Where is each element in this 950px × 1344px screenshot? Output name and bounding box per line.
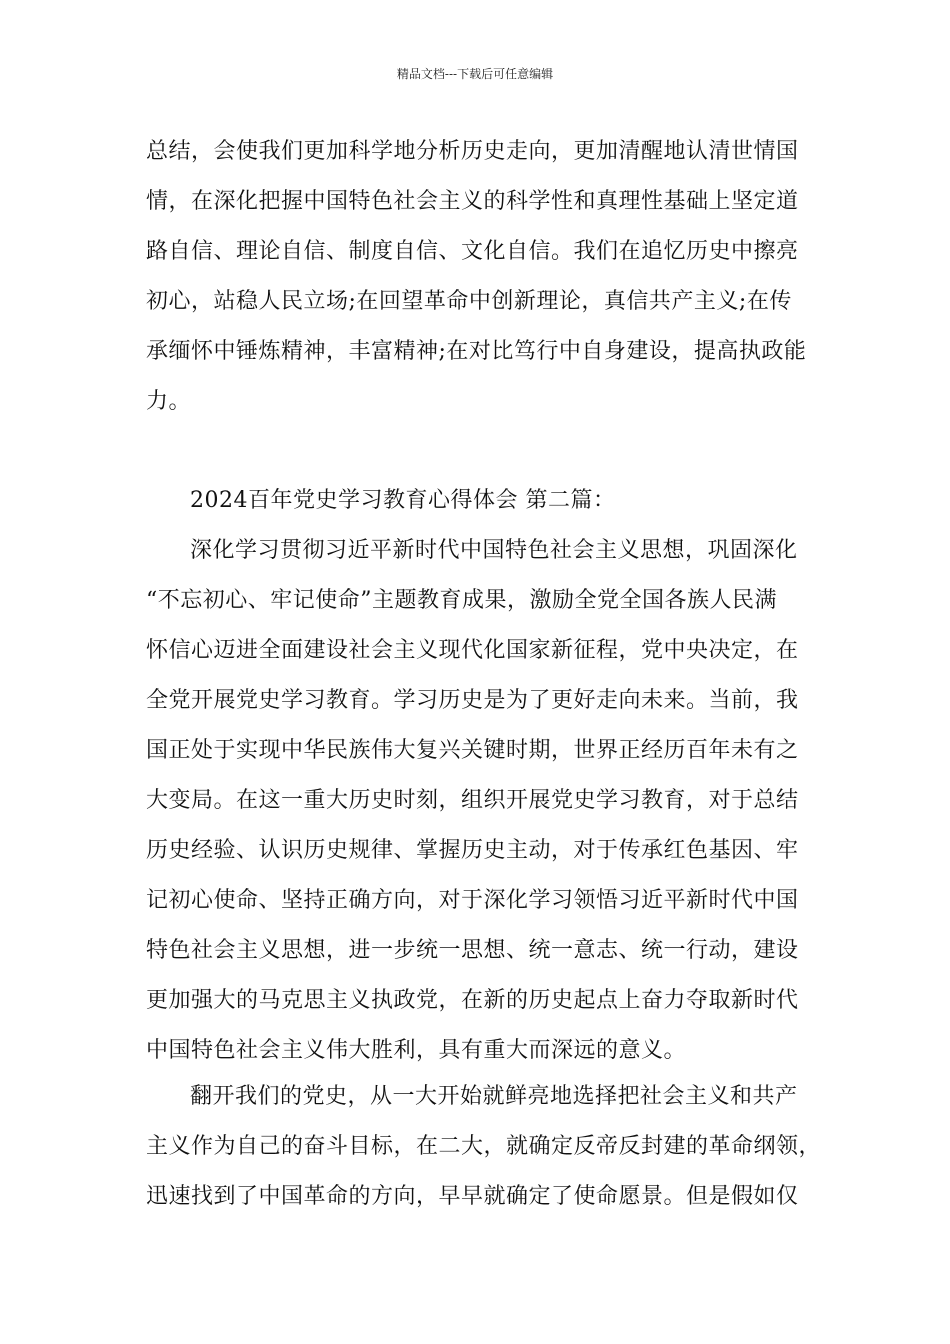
text-line: 全党开展党史学习教育。学习历史是为了更好走向未来。当前，我 bbox=[146, 688, 799, 713]
text-line: 力。 bbox=[146, 389, 192, 414]
text-line: 主义作为自己的奋斗目标，在二大，就确定反帝反封建的革命纲领， bbox=[146, 1134, 822, 1159]
paragraph-1 bbox=[146, 127, 836, 427]
text-line: 初心，站稳人民立场;在回望革命中创新理论，真信共产主义;在传 bbox=[146, 289, 792, 314]
text-line: 国正处于实现中华民族伟大复兴关键时期，世界正经历百年未有之 bbox=[146, 738, 799, 763]
text-line: 记初心使命、坚持正确方向，对于深化学习领悟习近平新时代中国 bbox=[146, 888, 799, 913]
text-line: 更加强大的马克思主义执政党，在新的历史起点上奋力夺取新时代 bbox=[146, 988, 799, 1013]
page-header: 精品文档---下载后可任意编辑 bbox=[396, 67, 554, 81]
text-line: 大变局。在这一重大历史时刻，组织开展党史学习教育，对于总结 bbox=[146, 788, 799, 813]
text-line: 迅速找到了中国革命的方向，早早就确定了使命愿景。但是假如仅 bbox=[146, 1184, 799, 1209]
text-line: 路自信、理论自信、制度自信、文化自信。我们在追忆历史中擦亮 bbox=[146, 239, 799, 264]
subtitle-text: 2024百年党史学习教育心得体会 第二篇： bbox=[190, 488, 616, 513]
text-line: 总结，会使我们更加科学地分析历史走向，更加清醒地认清世情国 bbox=[146, 139, 799, 164]
text-line: 承缅怀中锤炼精神，丰富精神;在对比笃行中自身建设，提高执政能 bbox=[146, 339, 807, 364]
text-line: 特色社会主义思想，进一步统一思想、统一意志、统一行动，建设 bbox=[146, 938, 799, 963]
text-line: 情，在深化把握中国特色社会主义的科学性和真理性基础上坚定道 bbox=[146, 189, 799, 214]
paragraph-3 bbox=[146, 1072, 836, 1222]
text-line: 怀信心迈进全面建设社会主义现代化国家新征程，党中央决定，在 bbox=[146, 638, 799, 663]
section-subtitle bbox=[146, 476, 836, 526]
text-line: 翻开我们的党史，从一大开始就鲜亮地选择把社会主义和共产 bbox=[190, 1084, 798, 1109]
paragraph-2 bbox=[146, 526, 836, 1076]
text-line: “不忘初心、牢记使命”主题教育成果，激励全党全国各族人民满 bbox=[146, 588, 777, 613]
text-line: 深化学习贯彻习近平新时代中国特色社会主义思想，巩固深化 bbox=[190, 538, 798, 563]
text-line: 历史经验、认识历史规律、掌握历史主动，对于传承红色基因、牢 bbox=[146, 838, 799, 863]
text-line: 中国特色社会主义伟大胜利，具有重大而深远的意义。 bbox=[146, 1038, 687, 1063]
